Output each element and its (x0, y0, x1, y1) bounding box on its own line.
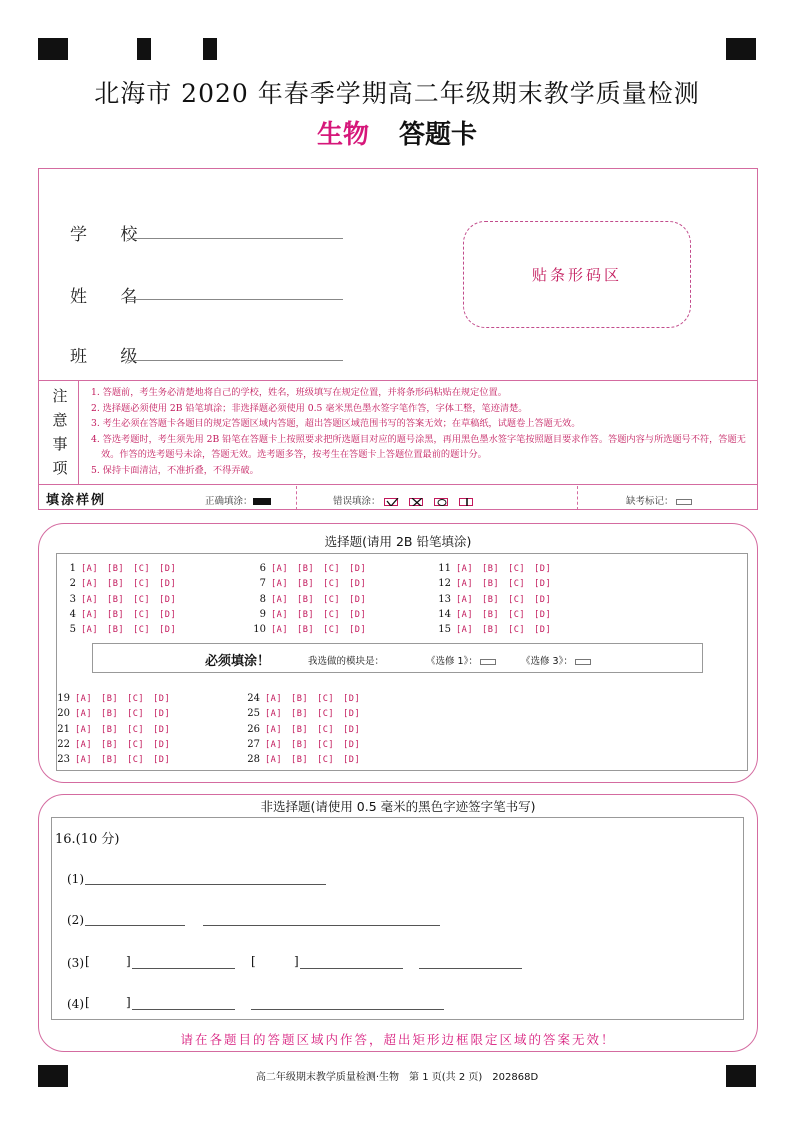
answer-bubble[interactable]: [B] (107, 579, 125, 590)
sample-divider (38, 484, 758, 485)
answer-bubble[interactable]: [C] (508, 594, 526, 605)
answer-bubble[interactable]: [A] (456, 625, 474, 636)
answer-bubble[interactable]: [A] (271, 609, 289, 620)
answer-area-warning: 请在各题目的答题区域内作答，超出矩形边框限定区域的答案无效！ (180, 1032, 616, 1047)
answer-bubble[interactable]: [B] (297, 594, 315, 605)
answer-bubble[interactable]: [C] (508, 564, 526, 574)
elective-option-1-box[interactable] (480, 659, 496, 665)
answer-bubble[interactable]: [A] (265, 755, 283, 766)
mc-question-row (252, 624, 375, 635)
question-number: 21 (57, 723, 70, 735)
page-footer: 高二年级期末教学质量检测·生物 第 1 页(共 2 页) 202868D (255, 1072, 539, 1083)
answer-bubble[interactable]: [B] (101, 694, 119, 704)
wrong-fill-label: 错误填涂： (333, 493, 473, 507)
answer-bubble[interactable]: [B] (107, 625, 125, 636)
answer-bubble[interactable]: [D] (534, 609, 552, 620)
elective-option-2-box[interactable] (575, 659, 591, 665)
notice-item: 4. 答选考题时，考生须先用 2B 铅笔在答题卡上按照要求把所选题目对应的题号涂黑，再用黑色墨水签字笔按照题目要求作答。答题内容与所选题号不符，答题无效。作答的选考题号未涂，答题无效。选考题多答，按考生在答题卡上答题位置最前的题计分。 (91, 433, 746, 460)
free-response-frame (51, 817, 744, 1020)
answer-bubble[interactable]: [D] (159, 594, 177, 605)
mc-question-row (252, 609, 375, 620)
exam-title: 北海市 2020 年春季学期高二年级期末教学质量检测 (94, 79, 700, 108)
answer-bubble[interactable]: [A] (271, 594, 289, 605)
notice-item: 1. 答题前，考生务必清楚地将自己的学校，姓名，班级填写在规定位置，并将条形码粘贴在规定位置。 (91, 387, 507, 398)
mc-question-row (246, 693, 369, 704)
answer-bubble[interactable]: [D] (159, 625, 177, 636)
answer-bubble[interactable]: [C] (127, 694, 145, 704)
question-number: 14 (438, 608, 451, 620)
answer-bubble[interactable]: [B] (291, 694, 309, 704)
answer-bubble[interactable]: [A] (456, 609, 474, 620)
question-number: 12 (438, 578, 451, 590)
elective-option-2[interactable]: 《选修 3》： (521, 653, 591, 667)
correct-fill-label: 正确填涂： (205, 493, 271, 507)
answer-bubble[interactable]: [D] (534, 625, 552, 636)
elective-option-1[interactable]: 《选修 1》： (426, 653, 496, 667)
answer-bubble[interactable]: [D] (153, 755, 171, 766)
registration-mark-top-right (726, 38, 756, 60)
answer-bubble[interactable]: [C] (508, 609, 526, 620)
class-input[interactable] (127, 360, 343, 361)
answer-bubble[interactable]: [C] (323, 579, 341, 590)
question-number: 28 (247, 754, 260, 766)
answer-bubble[interactable]: [B] (107, 594, 125, 605)
answer-bubble[interactable]: [B] (482, 609, 500, 620)
barcode-label: 贴条形码区 (531, 266, 622, 284)
answer-bubble[interactable]: [B] (107, 564, 125, 574)
mc-question-row (246, 754, 369, 765)
answer-bubble[interactable]: [B] (291, 739, 309, 750)
part-3-bracket-close-1: ] (126, 954, 131, 968)
question-number: 22 (57, 738, 70, 750)
name-input[interactable] (127, 299, 343, 300)
answer-bubble[interactable]: [A] (456, 594, 474, 605)
part-1-answer-line[interactable] (85, 884, 326, 885)
notice-divider (38, 380, 758, 381)
answer-bubble[interactable]: [B] (482, 579, 500, 590)
question-number: 2 (69, 578, 76, 590)
question-number: 11 (438, 563, 451, 574)
mc-question-row (437, 609, 560, 620)
answer-bubble[interactable]: [D] (153, 694, 171, 704)
answer-bubble[interactable]: [D] (343, 739, 361, 750)
mc-question-row (437, 578, 560, 589)
answer-bubble[interactable]: [A] (265, 724, 283, 735)
school-label: 学 校 (70, 225, 152, 245)
registration-mark-top-left (38, 38, 68, 60)
question-number: 26 (247, 723, 260, 735)
answer-bubble[interactable]: [B] (101, 739, 119, 750)
answer-bubble[interactable]: [C] (317, 724, 335, 735)
mc-question-row (252, 594, 375, 605)
notice-item: 5. 保持卡面清洁，不准折叠，不得弄破。 (91, 464, 259, 476)
mc-question-row (437, 594, 560, 605)
answer-bubble[interactable]: [D] (349, 564, 367, 574)
answer-bubble[interactable]: [A] (271, 625, 289, 636)
mc-question-row (437, 624, 560, 635)
question-16-label: 16.(10 分) (55, 832, 120, 847)
answer-bubble[interactable]: [C] (323, 609, 341, 620)
answer-bubble[interactable]: [B] (291, 724, 309, 735)
answer-bubble[interactable]: [A] (271, 564, 289, 574)
answer-bubble[interactable]: [C] (323, 594, 341, 605)
answer-bubble[interactable]: [A] (265, 709, 283, 720)
answer-bubble[interactable]: [C] (133, 609, 151, 620)
card-title (0, 114, 794, 151)
mc-question-row (62, 578, 185, 589)
answer-bubble[interactable]: [B] (297, 579, 315, 590)
answer-bubble[interactable]: [D] (349, 625, 367, 636)
part-4-bracket-close: ] (126, 995, 131, 1009)
answer-bubble[interactable]: [B] (297, 564, 315, 574)
answer-bubble[interactable]: [D] (534, 579, 552, 590)
answer-bubble[interactable]: [D] (159, 564, 177, 574)
school-input[interactable] (127, 238, 343, 239)
notice-item: 2. 选择题必须使用 2B 铅笔填涂；非选择题必须使用 0.5 毫米黑色墨水签字笔作答，字体工整，笔迹清楚。 (91, 402, 528, 414)
mc-question-row (56, 708, 179, 719)
subject-name: 生物 (316, 120, 369, 150)
answer-bubble[interactable]: [A] (75, 755, 93, 766)
question-number: 7 (259, 578, 266, 590)
question-number: 3 (69, 593, 76, 605)
answer-bubble[interactable]: [B] (482, 625, 500, 636)
answer-bubble[interactable]: [C] (317, 755, 335, 766)
answer-bubble[interactable]: [D] (534, 594, 552, 605)
notice-list (91, 385, 753, 478)
answer-bubble[interactable]: [C] (133, 594, 151, 605)
answer-bubble[interactable]: [C] (127, 724, 145, 735)
wrong-cross-icon (409, 498, 423, 506)
mc-question-row (62, 594, 185, 605)
answer-bubble[interactable]: [C] (508, 625, 526, 636)
mc-question-row (437, 563, 560, 574)
elective-chosen-label: 我选做的模块是： (308, 656, 385, 667)
answer-bubble[interactable]: [A] (456, 564, 474, 574)
answer-bubble[interactable]: [C] (133, 564, 151, 574)
answer-bubble[interactable]: [D] (534, 564, 552, 574)
answer-bubble[interactable]: [B] (297, 625, 315, 636)
registration-mark-top-1 (137, 38, 151, 60)
notice-label: 注 意 事 项 (52, 387, 68, 477)
answer-bubble[interactable]: [C] (127, 755, 145, 766)
answer-bubble[interactable]: [A] (81, 609, 99, 620)
answer-bubble[interactable]: [C] (317, 739, 335, 750)
part-3-answer-line-1[interactable] (132, 968, 235, 969)
answer-bubble[interactable]: [A] (81, 594, 99, 605)
registration-mark-top-2 (203, 38, 217, 60)
answer-bubble[interactable]: [C] (317, 694, 335, 704)
answer-bubble[interactable]: [A] (265, 739, 283, 750)
question-number: 8 (259, 593, 266, 605)
part-1-label: (1) (67, 872, 84, 886)
answer-bubble[interactable]: [C] (323, 625, 341, 636)
mc-question-row (246, 724, 369, 735)
answer-bubble[interactable]: [C] (508, 579, 526, 590)
answer-bubble[interactable]: [D] (153, 724, 171, 735)
answer-bubble[interactable]: [A] (75, 724, 93, 735)
question-number: 13 (438, 593, 451, 605)
mc-question-row (56, 754, 179, 765)
answer-bubble[interactable]: [C] (133, 625, 151, 636)
answer-bubble[interactable]: [C] (133, 579, 151, 590)
answer-bubble[interactable]: [A] (81, 564, 99, 574)
mc-question-row (62, 609, 185, 620)
class-label: 班 级 (70, 347, 152, 367)
answer-bubble[interactable]: [C] (323, 564, 341, 574)
answer-bubble[interactable]: [C] (127, 709, 145, 720)
elective-box (92, 643, 703, 673)
sample-title: 填涂样例 (46, 493, 107, 508)
barcode-area (463, 221, 691, 328)
answer-bubble[interactable]: [A] (81, 579, 99, 590)
part-2-label: (2) (67, 913, 84, 927)
part-3-label: (3) (67, 956, 84, 970)
answer-bubble[interactable]: [D] (343, 724, 361, 735)
question-number: 20 (57, 708, 70, 720)
part-2-answer-line-1[interactable] (85, 925, 185, 926)
question-number: 10 (253, 624, 266, 636)
mc-question-row (56, 693, 179, 704)
question-number: 19 (57, 693, 70, 704)
answer-bubble[interactable]: [D] (159, 609, 177, 620)
question-number: 25 (247, 708, 260, 720)
answer-bubble[interactable]: [C] (127, 739, 145, 750)
answer-bubble[interactable]: [A] (75, 694, 93, 704)
mc-question-row (246, 708, 369, 719)
answer-bubble[interactable]: [C] (317, 709, 335, 720)
notice-item: 3. 考生必须在答题卡各题目的规定答题区域内答题，超出答题区域范围书写的答案无效；在草稿纸，试题卷上答题无效。 (91, 418, 581, 429)
wrong-line-icon (459, 498, 473, 506)
part-4-answer-line-1[interactable] (132, 1009, 235, 1010)
name-label: 姓 名 (70, 287, 152, 307)
question-number: 15 (438, 624, 451, 636)
part-4-bracket-open: [ (85, 995, 90, 1009)
answer-bubble[interactable]: [D] (343, 755, 361, 766)
answer-bubble[interactable]: [B] (101, 709, 119, 720)
part-3-bracket-open-2: [ (251, 954, 256, 968)
part-3-answer-line-2[interactable] (300, 968, 403, 969)
answer-bubble[interactable]: [A] (265, 694, 283, 704)
must-fill-label: 必须填涂！ (205, 654, 271, 669)
mc-question-row (62, 563, 185, 574)
answer-bubble[interactable]: [B] (297, 609, 315, 620)
question-number: 5 (69, 624, 76, 636)
mc-section-title: 选择题(请用 2B 铅笔填涂) (324, 534, 472, 549)
part-3-bracket-open-1: [ (85, 954, 90, 968)
mc-question-row (252, 563, 375, 574)
question-number: 9 (259, 608, 266, 620)
part-3-bracket-close-2: ] (294, 954, 299, 968)
answer-bubble[interactable]: [D] (349, 609, 367, 620)
answer-bubble[interactable]: [A] (271, 579, 289, 590)
free-section-title: 非选择题(请使用 0.5 毫米的黑色字迹签字笔书写) (260, 799, 536, 814)
wrong-circle-icon (434, 498, 448, 506)
answer-bubble[interactable]: [B] (291, 755, 309, 766)
answer-bubble[interactable]: [B] (101, 755, 119, 766)
answer-bubble[interactable]: [B] (482, 594, 500, 605)
absent-mark-box[interactable] (676, 499, 692, 505)
card-type: 答题卡 (399, 120, 478, 150)
question-number: 4 (69, 608, 76, 620)
question-number: 24 (247, 693, 260, 704)
answer-bubble[interactable]: [A] (456, 579, 474, 590)
notice-vertical-divider (78, 380, 79, 484)
part-2-answer-line-2[interactable] (203, 925, 440, 926)
correct-fill-icon (253, 498, 271, 505)
answer-bubble[interactable]: [B] (291, 709, 309, 720)
answer-bubble[interactable]: [A] (81, 625, 99, 636)
mc-question-row (62, 624, 185, 635)
answer-bubble[interactable]: [A] (75, 709, 93, 720)
answer-bubble[interactable]: [D] (153, 709, 171, 720)
mc-question-row (246, 739, 369, 750)
absent-mark-label: 缺考标记： (626, 493, 692, 507)
part-4-label: (4) (67, 997, 84, 1011)
fill-sample-row (38, 486, 758, 510)
answer-bubble[interactable]: [D] (153, 739, 171, 750)
part-3-answer-line-3[interactable] (419, 968, 522, 969)
mc-question-row (56, 739, 179, 750)
answer-bubble[interactable]: [D] (349, 579, 367, 590)
answer-bubble[interactable]: [D] (349, 594, 367, 605)
mc-question-row (252, 578, 375, 589)
question-number: 23 (57, 754, 70, 766)
answer-bubble[interactable]: [D] (343, 709, 361, 720)
wrong-check-icon (384, 498, 398, 506)
question-number: 27 (247, 738, 260, 750)
answer-bubble[interactable]: [B] (482, 564, 500, 574)
answer-bubble[interactable]: [D] (159, 579, 177, 590)
question-number: 1 (69, 563, 76, 574)
answer-bubble[interactable]: [B] (101, 724, 119, 735)
mc-question-row (56, 724, 179, 735)
answer-bubble[interactable]: [D] (343, 694, 361, 704)
answer-bubble[interactable]: [B] (107, 609, 125, 620)
question-number: 6 (259, 563, 266, 574)
part-4-answer-line-2[interactable] (251, 1009, 444, 1010)
answer-bubble[interactable]: [A] (75, 739, 93, 750)
